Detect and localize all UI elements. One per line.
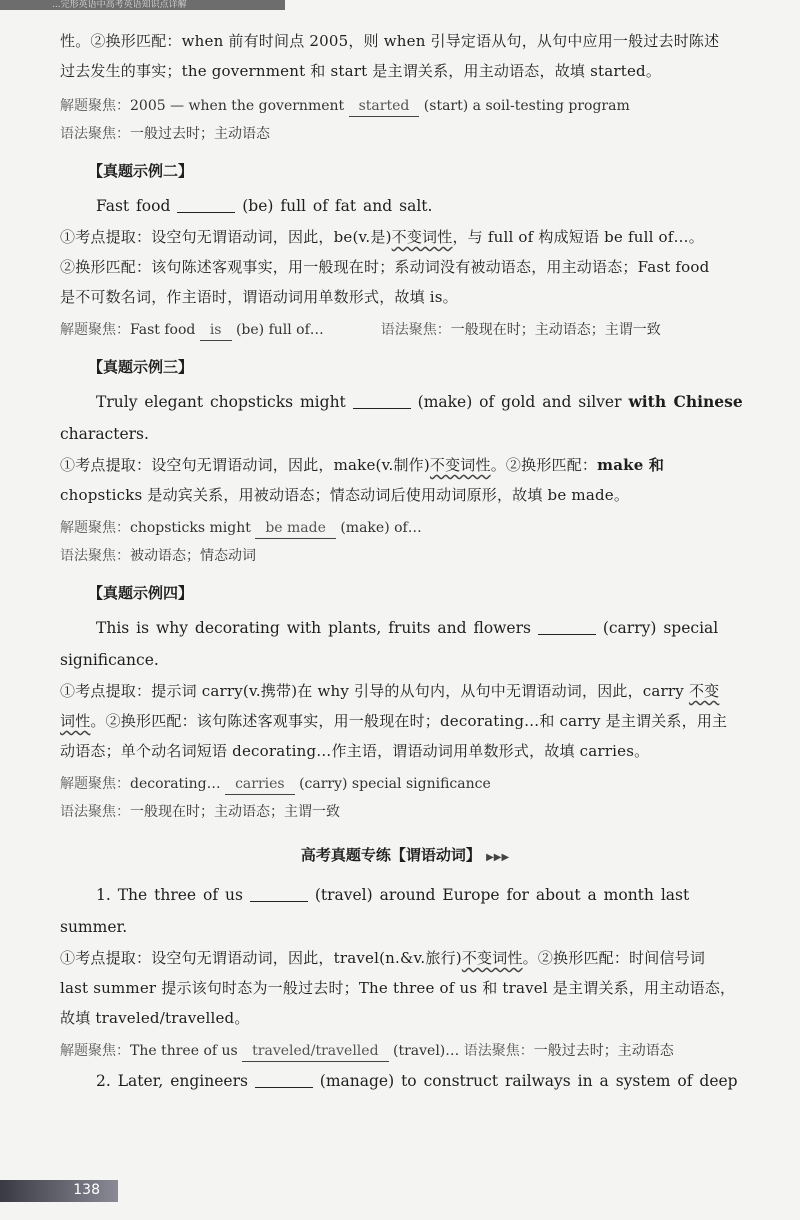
header-strip-text: ...完形英语中高考英语知识点详解 — [52, 0, 187, 10]
focus-text: decorating… — [130, 776, 226, 792]
explanation-text: 。②换形匹配： — [490, 456, 598, 474]
focus-label: 解题聚焦： — [60, 98, 130, 114]
para-line: ②换形匹配：该句陈述客观事实，用一般现在时；系动词没有被动语态，用主动语态；Fast food — [60, 258, 710, 276]
para-line: 动语态；单个动名词短语 decorating…作主语，谓语动词用单数形式，故填 carries。 — [60, 742, 650, 760]
question-line: significance. — [60, 651, 159, 669]
focus-text: (travel)… — [388, 1043, 464, 1059]
question — [60, 190, 750, 222]
wavy-term: 词性 — [60, 712, 91, 730]
question — [60, 1065, 750, 1097]
para-line: last summer 提示该句时态为一般过去时；The three of us 和 travel 是主谓关系，用主动语态， — [60, 979, 736, 997]
page-number-bar — [0, 1180, 118, 1202]
para-line: 性。②换形匹配：when 前有时间点 2005，则 when 引导定语从句，从句中应用一般过去时陈述 — [60, 32, 720, 50]
para-line: 是不可数名词，作主语时，谓语动词用单数形式，故填 is。 — [60, 288, 458, 306]
focus-label: 解题聚焦： — [60, 322, 130, 338]
answer-blank — [255, 1069, 313, 1088]
grammar-text: 一般现在时；主动语态；主谓一致 — [450, 322, 661, 338]
answer-blank — [250, 883, 308, 902]
wavy-term: 不变词性 — [391, 228, 453, 246]
solution-focus — [60, 316, 750, 344]
para-line — [60, 450, 750, 480]
page-number: 138 — [73, 1182, 100, 1198]
focus-text: (make) of… — [335, 520, 422, 536]
grammar-focus — [60, 798, 750, 826]
focus-text: (start) a soil-testing program — [419, 98, 630, 114]
answer-blank — [353, 390, 411, 409]
focus-label: 解题聚焦： — [60, 776, 130, 792]
answer: traveled/travelled — [242, 1041, 388, 1062]
solution-focus — [60, 770, 750, 798]
answer-blank — [177, 194, 235, 213]
focus-text: (carry) special significance — [294, 776, 491, 792]
question — [60, 879, 750, 943]
question-text: 2. Later, engineers — [96, 1072, 255, 1090]
focus-text: 2005 — when the government — [130, 98, 349, 114]
question-text: (manage) to construct railways in a system of deep — [312, 1072, 738, 1090]
para-line — [60, 943, 750, 973]
para-line: chopsticks 是动宾关系，用被动语态；情态动词后使用动词原形，故填 be made。 — [60, 486, 630, 504]
focus-text: (be) full of… — [231, 322, 324, 338]
example-title: 【真题示例二】 — [88, 162, 194, 180]
wavy-term: 不变 — [688, 682, 720, 700]
question-text: with Chinese — [628, 392, 743, 411]
question-text: (travel) around Europe for about a month last summer. — [60, 886, 690, 936]
grammar-focus — [60, 120, 750, 148]
answer: carries — [225, 774, 295, 795]
focus-text: Fast food — [130, 322, 200, 338]
section-title — [60, 840, 750, 873]
question — [60, 386, 750, 418]
example-title: 【真题示例四】 — [88, 584, 194, 602]
explanation-text: ①考点提取：设空句无谓语动词，因此，be(v.是) — [60, 228, 392, 246]
focus-text: The three of us — [130, 1043, 243, 1059]
grammar-label: 语法聚焦： — [380, 322, 451, 338]
grammar-label: 语法聚焦： — [60, 126, 130, 142]
question-line: characters. — [60, 425, 149, 443]
grammar-label: 语法聚焦： — [463, 1043, 534, 1059]
question-text: This is why decorating with plants, fruits and flowers — [96, 619, 538, 637]
para-line: 故填 traveled/travelled。 — [60, 1009, 250, 1027]
wavy-term: 不变词性 — [429, 456, 491, 474]
answer: started — [349, 96, 420, 117]
grammar-text: 被动语态；情态动词 — [130, 548, 256, 564]
grammar-label: 语法聚焦： — [60, 804, 130, 820]
para-line: 过去发生的事实；the government 和 start 是主谓关系，用主动语态，故填 started。 — [60, 62, 662, 80]
answer: be made — [255, 518, 336, 539]
explanation-text: 。②换形匹配：时间信号词 — [522, 949, 706, 967]
question-text: (carry) special — [595, 619, 719, 637]
focus-text: chopsticks might — [130, 520, 256, 536]
question-text: Fast food — [96, 197, 178, 215]
solution-focus — [60, 1037, 750, 1065]
solution-focus — [60, 92, 750, 120]
para-line — [60, 222, 750, 252]
header-strip — [0, 0, 285, 10]
explanation-text: 。②换形匹配：该句陈述客观事实，用一般现在时；decorating…和 carry 是主谓关系，用主 — [90, 712, 728, 730]
grammar-text: 一般过去时；主动语态 — [130, 126, 270, 142]
para-line — [60, 706, 750, 736]
solution-focus — [60, 514, 750, 542]
answer-blank — [538, 616, 596, 635]
question-text: Truly elegant chopsticks might — [96, 393, 353, 411]
question-text: (be) full of fat and salt. — [235, 197, 433, 215]
question-text: 1. The three of us — [96, 886, 250, 904]
page-content — [60, 26, 750, 1097]
explanation-text: ①考点提取：设空句无谓语动词，因此，make(v.制作) — [60, 456, 430, 474]
wavy-term: 不变词性 — [461, 949, 523, 967]
grammar-focus — [60, 542, 750, 570]
explanation-text: ①考点提取：提示词 carry(v.携带)在 why 引导的从句内，从句中无谓语动词，因此，carry — [60, 682, 689, 700]
section-title-text: 高考真题专练【谓语动词】 — [300, 846, 481, 864]
answer: is — [200, 320, 232, 341]
explanation-text: make 和 — [597, 456, 665, 474]
arrow-icon: ▶▶▶ — [486, 852, 510, 863]
question-text: (make) of gold and silver — [410, 393, 629, 411]
question — [60, 612, 750, 644]
grammar-text: 一般过去时；主动语态 — [533, 1043, 674, 1059]
focus-label: 解题聚焦： — [60, 520, 130, 536]
example-title: 【真题示例三】 — [88, 358, 194, 376]
focus-label: 解题聚焦： — [60, 1043, 130, 1059]
grammar-label: 语法聚焦： — [60, 548, 130, 564]
explanation-text: ，与 full of 构成短语 be full of…。 — [452, 228, 704, 246]
explanation-text: ①考点提取：设空句无谓语动词，因此，travel(n.&v.旅行) — [60, 949, 462, 967]
para-line — [60, 676, 750, 706]
grammar-text: 一般现在时；主动语态；主谓一致 — [130, 804, 340, 820]
